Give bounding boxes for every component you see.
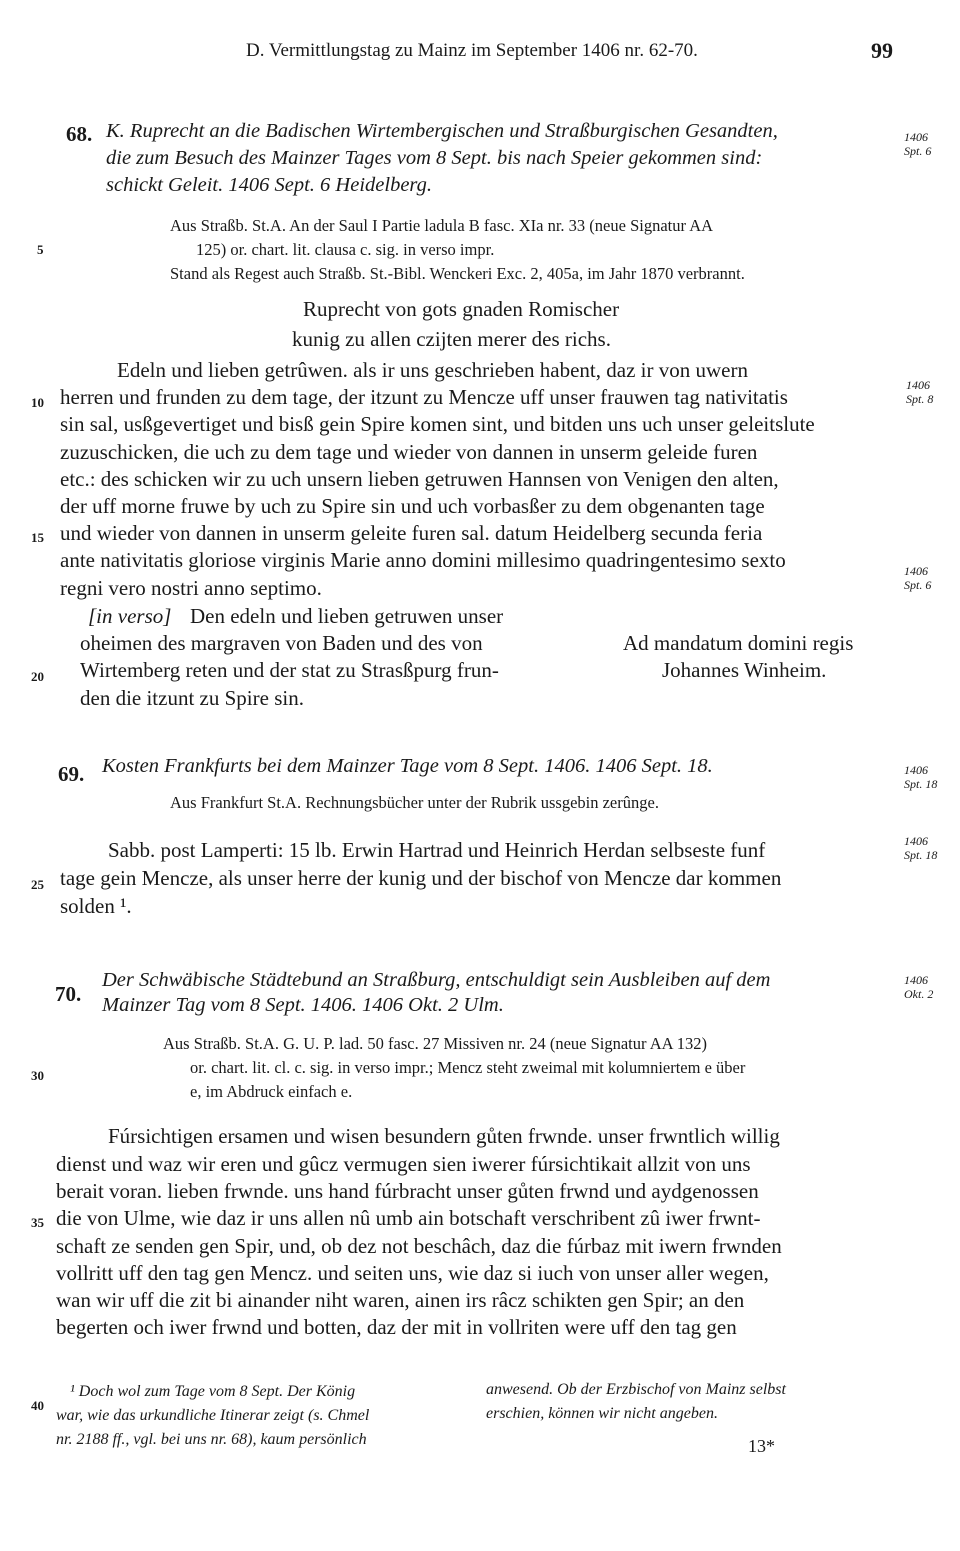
doc68-margin-date: 1406 Spt. 6 (904, 130, 932, 158)
doc70-text-line: Fúrsichtigen ersamen und wisen besundern gůten frwnde. unser frwntlich willig (108, 1124, 780, 1148)
line-number: 20 (31, 669, 44, 684)
line-number: 40 (31, 1398, 44, 1413)
doc70-source-line: e, im Abdruck einfach e. (190, 1082, 353, 1101)
doc68-title-line: schickt Geleit. 1406 Sept. 6 Heidelberg. (106, 174, 433, 196)
doc68-title-line: die zum Besuch des Mainzer Tages vom 8 Sept. bis nach Speier gekommen sind: (106, 147, 763, 169)
line-number: 15 (31, 530, 44, 545)
doc68-text-line: zuzuschicken, die uch zu dem tage und wieder von dannen in unserm geleide furen (60, 440, 758, 464)
doc68-margin-date-2: 1406 Spt. 8 (906, 378, 934, 406)
doc69-text-line: tage gein Mencze, als unser herre der kunig und der bischof von Mencze dar kommen (60, 866, 782, 890)
doc68-verso-line: den die itzunt zu Spire sin. (80, 686, 304, 710)
line-number: 10 (31, 395, 44, 410)
doc68-verso-line: Wirtemberg reten und der stat zu Strasßpurg frun- (80, 658, 499, 682)
doc68-text-line: und wieder von dannen in unserm geleite furen sal. datum Heidelberg secunda feria (60, 521, 763, 545)
line-number: 5 (37, 242, 44, 257)
doc70-margin-date: 1406 Okt. 2 (904, 973, 934, 1001)
doc70-text-line: die von Ulme, wie daz ir uns allen nû umb ain botschaft verschribent zû iwer frwnt- (56, 1206, 761, 1230)
doc70-number: 70. (55, 982, 82, 1006)
doc69-text-line: Sabb. post Lamperti: 15 lb. Erwin Hartrad und Heinrich Herdan selbseste funf (108, 838, 766, 862)
doc68-number: 68. (66, 122, 93, 146)
footnote-line: ¹ Doch wol zum Tage vom 8 Sept. Der König (70, 1383, 356, 1400)
doc68-verso-line: Den edeln und lieben getruwen unser (190, 604, 504, 628)
doc68-text-line: regni vero nostri anno septimo. (60, 576, 322, 600)
doc68-salutation: Ruprecht von gots gnaden Romischer (303, 297, 620, 321)
doc70-text-line: schaft ze senden gen Spir, und, ob dez not beschâch, daz die fúrbaz mit iwern frwnden (56, 1234, 782, 1258)
doc69-margin-date: 1406 Spt. 18 (904, 763, 938, 791)
doc68-text-line: herren und frunden zu dem tage, der itzunt zu Mencze uff unser frauwen tag nativitatis (60, 385, 788, 409)
doc69-source: Aus Frankfurt St.A. Rechnungsbücher unter der Rubrik ussgebin zerûnge. (170, 793, 659, 812)
doc68-subscription: Ad mandatum domini regis (623, 631, 854, 655)
running-title: D. Vermittlungstag zu Mainz im September 1406 nr. 62-70. (246, 40, 698, 61)
doc69-number: 69. (58, 762, 85, 786)
doc68-text-line: der uff morne fruwe by uch zu Spire sin und uch vorbasßer zu dem obgenanten tage (60, 494, 765, 518)
signature-mark: 13* (748, 1436, 775, 1456)
doc70-text-line: wan wir uff die zit bi ainander niht waren, ainen irs râcz schikten gen Spir; an den (56, 1288, 745, 1312)
doc69-margin-date-2: 1406 Spt. 18 (904, 834, 938, 862)
footnote-line: anwesend. Ob der Erzbischof von Mainz selbst (486, 1381, 786, 1398)
doc70-source-line: Aus Straßb. St.A. G. U. P. lad. 50 fasc. 27 Missiven nr. 24 (neue Signatur AA 132) (163, 1034, 708, 1053)
doc68-source-line: 125) or. chart. lit. clausa c. sig. in verso impr. (196, 240, 495, 259)
doc68-salutation: kunig zu allen czijten merer des richs. (292, 327, 611, 351)
doc68-verso-label: [in verso] (88, 604, 172, 628)
footnote-line: nr. 2188 ff., vgl. bei uns nr. 68), kaum persönlich (56, 1431, 367, 1448)
doc68-source-line: Aus Straßb. St.A. An der Saul I Partie ladula B fasc. XIa nr. 33 (neue Signatur AA (170, 216, 714, 235)
line-number: 25 (31, 877, 44, 892)
doc70-text-line: berait voran. lieben frwnde. uns hand fúrbracht unser gůten frwnd und aydgenossen (56, 1179, 759, 1203)
page-number: 99 (871, 38, 893, 63)
doc68-title-line: K. Ruprecht an die Badischen Wirtembergischen und Straßburgischen Gesandten, (106, 120, 778, 142)
doc70-source-line: or. chart. lit. cl. c. sig. in verso impr.; Mencz steht zweimal mit kolumniertem e über (190, 1058, 746, 1077)
doc68-text-line: ante nativitatis gloriose virginis Marie anno domini millesimo quadringentesimo sexto (60, 548, 786, 572)
doc69-text-line: solden ¹. (60, 894, 132, 918)
line-number: 30 (31, 1068, 44, 1083)
doc68-text-line: etc.: des schicken wir zu uch unsern lieben getruwen Hannsen von Venigen den alten, (60, 467, 779, 491)
doc70-text-line: begerten och iwer frwnd und botten, daz der mit in vollriten were uff den tag gen (56, 1315, 737, 1339)
doc68-text-line: Edeln und lieben getrûwen. als ir uns geschrieben habent, daz ir von uwern (117, 358, 748, 382)
doc70-text-line: dienst und waz wir eren und gûcz vermugen sien iwerer fúrsichtikait allzit von uns (56, 1152, 751, 1176)
doc70-title-line: Mainzer Tag vom 8 Sept. 1406. 1406 Okt. 2 Ulm. (102, 994, 504, 1016)
line-number: 35 (31, 1215, 44, 1230)
footnote-line: war, wie das urkundliche Itinerar zeigt (s. Chmel (56, 1407, 370, 1424)
doc68-verso-line: oheimen des margraven von Baden und des von (80, 631, 483, 655)
doc69-title: Kosten Frankfurts bei dem Mainzer Tage vom 8 Sept. 1406. 1406 Sept. 18. (102, 755, 713, 777)
footnote-line: erschien, können wir nicht angeben. (486, 1405, 718, 1422)
doc68-subscription: Johannes Winheim. (662, 658, 827, 682)
doc70-text-line: vollritt uff den tag gen Mencz. und seiten uns, wie daz si iuch von unser aller wegen, (56, 1261, 769, 1285)
doc68-text-line: sin sal, usßgevertiget und bisß gein Spire komen sint, und bitden uns uch unser geleitslute (60, 412, 815, 436)
doc70-title-line: Der Schwäbische Städtebund an Straßburg, entschuldigt sein Ausbleiben auf dem (102, 969, 771, 991)
doc68-margin-date-3: 1406 Spt. 6 (904, 564, 932, 592)
doc68-source-line: Stand als Regest auch Straßb. St.-Bibl. Wenckeri Exc. 2, 405a, im Jahr 1870 verbrannt. (170, 264, 745, 283)
